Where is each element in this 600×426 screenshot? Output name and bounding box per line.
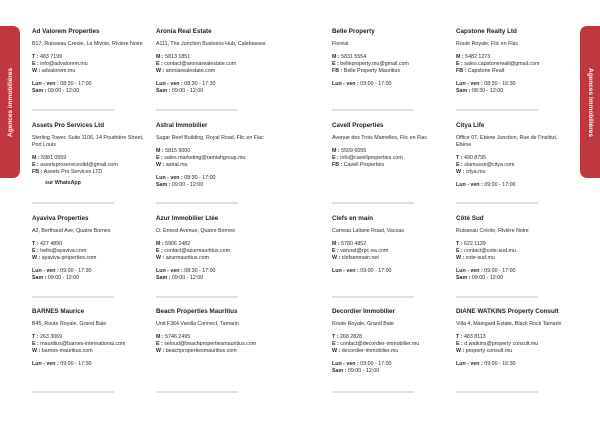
contact-value[interactable]: 5981 0559 bbox=[41, 155, 67, 162]
contact-label: E bbox=[332, 341, 336, 348]
contact-label: M bbox=[332, 54, 337, 61]
agency-name: Aronia Real Estate bbox=[156, 28, 212, 35]
agency-name: Ad Valorem Properties bbox=[32, 28, 100, 35]
hours-value: 09:00 - 17:00 bbox=[484, 181, 516, 188]
card-divider bbox=[456, 202, 538, 204]
contact-label: W bbox=[32, 255, 37, 262]
contact-value[interactable]: belleproperty.mu@gmail.com bbox=[340, 61, 409, 68]
card-divider bbox=[156, 202, 238, 204]
contact-label: T bbox=[32, 241, 36, 248]
contact-value[interactable]: 268 2828 bbox=[339, 334, 363, 341]
contact-label: FB bbox=[332, 68, 340, 75]
contact-line: M : 5815 9000 bbox=[156, 148, 191, 155]
opening-hours: Lun - ven : 09:00 - 16:30 bbox=[456, 361, 516, 368]
contact-value[interactable]: 5482 1273 bbox=[465, 54, 491, 61]
contact-line: W : clefsenmain.net bbox=[332, 255, 379, 262]
contact-label: FB bbox=[332, 162, 340, 169]
contact-value[interactable]: mauritius@barnes-international.com bbox=[40, 341, 126, 348]
hours-value: 09:00 - 12:00 bbox=[47, 87, 80, 94]
card-divider bbox=[456, 296, 538, 298]
card-divider bbox=[32, 391, 114, 393]
agency-card bbox=[156, 28, 268, 95]
contact-line: E : seloud@beachpropertiesmauritius.com bbox=[156, 341, 257, 348]
contact-label: E bbox=[156, 341, 160, 348]
contact-line: E : sales.marketing@ramiahgroup.mu bbox=[156, 155, 246, 162]
contact-value[interactable]: Capstone Realt bbox=[467, 68, 505, 75]
contact-line: W : advalorem.mu bbox=[32, 68, 76, 75]
contact-label: W bbox=[32, 68, 37, 75]
card-divider bbox=[456, 109, 538, 111]
contact-label: W bbox=[156, 68, 161, 75]
contact-value[interactable]: contact@aroniarealestate.com bbox=[164, 61, 237, 68]
contact-value[interactable]: 5815 9000 bbox=[165, 148, 191, 155]
contact-line: FB : Cavell Properties bbox=[332, 162, 385, 169]
card-divider bbox=[32, 109, 114, 111]
side-tab-left bbox=[0, 26, 20, 178]
contact-label: E bbox=[332, 248, 336, 255]
opening-hours: Sam : 09:00 - 12:00 bbox=[32, 274, 80, 281]
hours-label: Sam bbox=[332, 367, 344, 374]
contact-value[interactable]: d.watkins@property consult.mu bbox=[464, 341, 539, 348]
contact-label: W bbox=[156, 162, 161, 169]
contact-line: M : 5509 6055 bbox=[332, 148, 367, 155]
opening-hours: Lun - ven : 09:00 - 17:30 bbox=[32, 268, 92, 275]
hours-label: Sam bbox=[156, 274, 168, 281]
contact-value[interactable]: slamusse@citya.com bbox=[464, 162, 515, 169]
hours-label: Sam bbox=[156, 87, 168, 94]
contact-value[interactable]: cote-sud.mu bbox=[465, 255, 495, 262]
agency-name: Azur Immobilier Ltée bbox=[156, 215, 219, 222]
agency-card bbox=[456, 122, 568, 189]
agency-card bbox=[32, 308, 144, 368]
contact-label: E bbox=[456, 341, 460, 348]
contact-label: T bbox=[456, 155, 460, 162]
contact-label: E bbox=[156, 155, 160, 162]
contact-line: W : azurmauritius.com bbox=[156, 255, 209, 262]
hours-value: 09:00 - 12:00 bbox=[171, 181, 204, 188]
side-tab-right bbox=[580, 26, 600, 178]
contact-label: E bbox=[32, 61, 36, 68]
contact-line: T : 622 1139 bbox=[456, 241, 486, 248]
contact-line: FB : Capstone Realt bbox=[456, 68, 505, 75]
agency-name: Belle Property bbox=[332, 28, 375, 35]
hours-label: Lun - ven bbox=[456, 81, 480, 88]
contact-label: T bbox=[456, 334, 460, 341]
agency-card bbox=[456, 215, 568, 282]
hours-value: 09:00 - 12:00 bbox=[171, 274, 204, 281]
contact-line: E : info@advalorem.mu bbox=[32, 61, 88, 68]
contact-label: W bbox=[156, 348, 161, 355]
contact-value[interactable]: 263 3069 bbox=[39, 334, 63, 341]
contact-label: FB bbox=[456, 68, 464, 75]
contact-line: E : contact@decordier-immobilier.mu bbox=[332, 341, 420, 348]
contact-value[interactable]: sales.marketing@ramiahgroup.mu bbox=[164, 155, 246, 162]
contact-value[interactable]: Belle Property Mauritius bbox=[343, 68, 401, 75]
contact-label: E bbox=[32, 162, 36, 169]
hours-label: Sam bbox=[156, 181, 168, 188]
contact-label: W bbox=[456, 255, 461, 262]
contact-value[interactable]: barnes-mauritius.com bbox=[41, 348, 93, 355]
agency-name: BARNES Maurice bbox=[32, 308, 85, 315]
contact-line: FB : Belle Property Mauritius bbox=[332, 68, 401, 75]
contact-line: E : belleproperty.mu@gmail.com bbox=[332, 61, 409, 68]
contact-line: M : 5746 2495 bbox=[156, 334, 191, 341]
contact-value[interactable]: seloud@beachpropertiesmauritius.com bbox=[164, 341, 257, 348]
agency-card bbox=[156, 308, 268, 355]
opening-hours: Lun - ven : 08:30 - 17:00 bbox=[156, 175, 216, 182]
contact-value[interactable]: 5780 4852 bbox=[341, 241, 367, 248]
hours-label: Lun - ven bbox=[32, 268, 56, 275]
agency-name: Clefs en main bbox=[332, 215, 373, 222]
contact-label: W bbox=[456, 169, 461, 176]
hours-value: 09:00 - 12:00 bbox=[471, 274, 504, 281]
contact-line: E : varund@rpc-ea.com bbox=[332, 248, 389, 255]
contact-value[interactable]: 5813 1851 bbox=[165, 54, 191, 61]
contact-line: M : 5813 1851 bbox=[156, 54, 191, 61]
agency-address: Carreau Laliane Road, Vacoas bbox=[332, 228, 405, 235]
hours-label: Sam bbox=[32, 87, 44, 94]
contact-line: M : 5831 5554 bbox=[332, 54, 367, 61]
contact-label: E bbox=[32, 341, 36, 348]
contact-line: E : contact@cote-sud.mu bbox=[456, 248, 516, 255]
agency-address: Sterling Tower, Suite 1106, 14 Poudrière Street, Port Louis bbox=[32, 135, 144, 149]
contact-label: E bbox=[32, 248, 36, 255]
contact-label: T bbox=[32, 334, 36, 341]
agency-address: Unit F364 Vanilla Connect, Tamarin bbox=[156, 321, 239, 328]
agency-name: Côté Sud bbox=[456, 215, 484, 222]
opening-hours: Lun - ven : 09:00 - 17:00 bbox=[456, 181, 516, 188]
contact-line: M : 5906 2482 bbox=[156, 241, 191, 248]
contact-line: W : astral.mu bbox=[156, 162, 188, 169]
contact-value[interactable]: advalorem.mu bbox=[41, 68, 76, 75]
contact-value[interactable]: beachpropertiesmauritius.com bbox=[165, 348, 237, 355]
contact-line: E : mauritius@barnes-international.com bbox=[32, 341, 126, 348]
hours-value: 08:30 - 12:00 bbox=[471, 87, 504, 94]
whatsapp-note: sur WhatsApp bbox=[45, 179, 81, 186]
hours-value: 09:00 - 17:00 bbox=[360, 81, 392, 88]
contact-value[interactable]: sales.capstonerealt@gmail.com bbox=[464, 61, 540, 68]
agency-address: Route Royale, Flic en Flac bbox=[456, 41, 519, 48]
contact-label: T bbox=[32, 54, 36, 61]
contact-value[interactable]: contact@azurmauritius.com bbox=[164, 248, 230, 255]
contact-line: FB : Assets Pro Services LTD bbox=[32, 169, 103, 176]
contact-label: M bbox=[332, 148, 337, 155]
opening-hours: Lun - ven : 08:30 - 17:00 bbox=[32, 81, 92, 88]
contact-label: W bbox=[156, 255, 161, 262]
hours-value: 08:30 - 17:00 bbox=[184, 175, 216, 182]
contact-label: M bbox=[156, 334, 161, 341]
agency-name: Assets Pro Services Ltd bbox=[32, 122, 105, 129]
agency-name: Decordier Immobilier bbox=[332, 308, 395, 315]
contact-line: M : 5981 0559 bbox=[32, 155, 67, 162]
contact-line: E : assetsproservicesltd@gmail.com bbox=[32, 162, 118, 169]
agency-card bbox=[32, 122, 144, 187]
contact-label: E bbox=[332, 61, 336, 68]
hours-value: 08:30 - 17:00 bbox=[184, 268, 216, 275]
contact-value[interactable]: 5746 2495 bbox=[165, 334, 191, 341]
contact-value[interactable]: varund@rpc-ea.com bbox=[340, 248, 389, 255]
contact-line: T : 263 3069 bbox=[32, 334, 63, 341]
hours-value: 09:00 - 12:00 bbox=[347, 367, 380, 374]
opening-hours: Lun - ven : 08:30 - 16:30 bbox=[456, 81, 516, 88]
opening-hours: Lun - ven : 09:00 - 17:00 bbox=[332, 81, 392, 88]
agency-address: O. Ernest Avenue, Quatre Bornes bbox=[156, 228, 235, 235]
agency-address: Office 07, Ebène Junction, Rue de l'Institut, Ebène bbox=[456, 135, 558, 149]
contact-value[interactable]: 490 8795 bbox=[463, 155, 487, 162]
agency-address: A111, The Junction Business Hub, Calebasses bbox=[156, 41, 266, 48]
opening-hours: Lun - ven : 09:00 - 17:00 bbox=[456, 268, 516, 275]
agency-address: Sugar Reef Building, Royal Road, Flic en Flac bbox=[156, 135, 264, 142]
contact-label: T bbox=[456, 241, 460, 248]
contact-line: E : contact@azurmauritius.com bbox=[156, 248, 230, 255]
contact-line: W : barnes-mauritius.com bbox=[32, 348, 93, 355]
contact-value[interactable]: Cavell Properties bbox=[343, 162, 385, 169]
hours-value: 09:00 - 12:00 bbox=[171, 87, 204, 94]
card-divider bbox=[332, 391, 414, 393]
hours-value: 08:30 - 17:00 bbox=[60, 81, 92, 88]
card-divider bbox=[32, 296, 114, 298]
hours-label: Lun - ven bbox=[156, 81, 180, 88]
contact-value[interactable]: citya.mu bbox=[465, 169, 486, 176]
hours-label: Sam bbox=[456, 87, 468, 94]
agency-address: Floréal bbox=[332, 41, 349, 48]
contact-label: M bbox=[156, 54, 161, 61]
agency-card bbox=[456, 28, 568, 95]
contact-line: W : aroniarealestate.com bbox=[156, 68, 216, 75]
opening-hours: Sam : 09:00 - 12:00 bbox=[156, 181, 204, 188]
contact-line: T : 483 8113 bbox=[456, 334, 486, 341]
agency-card bbox=[156, 215, 268, 282]
contact-line: W : citya.mu bbox=[456, 169, 486, 176]
contact-label: W bbox=[332, 255, 337, 262]
agency-name: Beach Properties Mauritius bbox=[156, 308, 238, 315]
contact-line: E : info@cavellproperties.com bbox=[332, 155, 403, 162]
contact-value[interactable]: 5509 6055 bbox=[341, 148, 367, 155]
agency-card bbox=[332, 215, 444, 275]
contact-value[interactable]: 5906 2482 bbox=[165, 241, 191, 248]
opening-hours: Lun - ven : 09:00 - 17:30 bbox=[32, 361, 92, 368]
opening-hours: Sam : 09:00 - 12:00 bbox=[32, 87, 80, 94]
hours-value: 09:00 - 12:00 bbox=[47, 274, 80, 281]
side-tab-left-label: Agences immobilières bbox=[6, 67, 14, 137]
agency-card bbox=[156, 122, 268, 189]
hours-label: Lun - ven bbox=[32, 81, 56, 88]
contact-label: W bbox=[456, 348, 461, 355]
opening-hours: Lun - ven : 08:30 - 17:30 bbox=[156, 81, 216, 88]
opening-hours: Sam : 09:00 - 12:00 bbox=[332, 367, 380, 374]
contact-label: E bbox=[456, 162, 460, 169]
hours-value: 08:30 - 17:30 bbox=[184, 81, 216, 88]
contact-value[interactable]: property consult.mu bbox=[465, 348, 513, 355]
contact-value[interactable]: 427 4890 bbox=[39, 241, 63, 248]
agency-card bbox=[456, 308, 568, 368]
hours-value: 09:00 - 17:00 bbox=[360, 361, 392, 368]
opening-hours: Lun - ven : 09:00 - 17:00 bbox=[332, 361, 392, 368]
contact-label: E bbox=[156, 248, 160, 255]
contact-line: W : beachpropertiesmauritius.com bbox=[156, 348, 237, 355]
opening-hours: Sam : 09:00 - 12:00 bbox=[156, 87, 204, 94]
hours-label: Lun - ven bbox=[332, 361, 356, 368]
contact-line: T : 268 2828 bbox=[332, 334, 363, 341]
contact-value[interactable]: 622 1139 bbox=[463, 241, 486, 248]
contact-label: FB bbox=[32, 169, 40, 176]
agency-address: Route Royale, Grand Baie bbox=[332, 321, 394, 328]
hours-value: 09:00 - 17:30 bbox=[60, 268, 92, 275]
contact-label: E bbox=[156, 61, 160, 68]
hours-value: 09:00 - 17:00 bbox=[484, 268, 516, 275]
hours-label: Lun - ven bbox=[332, 81, 356, 88]
hours-label: Lun - ven bbox=[32, 361, 56, 368]
hours-value: 09:00 - 17:30 bbox=[60, 361, 92, 368]
contact-line: M : 5780 4852 bbox=[332, 241, 367, 248]
contact-line: W : property consult.mu bbox=[456, 348, 513, 355]
contact-label: E bbox=[456, 248, 460, 255]
opening-hours: Sam : 09:00 - 12:00 bbox=[156, 274, 204, 281]
contact-value[interactable]: info@advalorem.mu bbox=[40, 61, 88, 68]
contact-label: W bbox=[32, 348, 37, 355]
opening-hours: Lun - ven : 08:30 - 17:00 bbox=[156, 268, 216, 275]
contact-label: M bbox=[156, 148, 161, 155]
contact-value[interactable]: decordier-immobilier.mu bbox=[341, 348, 399, 355]
contact-line: W : decordier-immobilier.mu bbox=[332, 348, 399, 355]
contact-line: E : sales.capstonerealt@gmail.com bbox=[456, 61, 540, 68]
agency-name: DIANE WATKINS Property Consult bbox=[456, 308, 559, 315]
agency-address: Ruisseau Créole, Rivière Noire bbox=[456, 228, 529, 235]
agency-name: Citya Life bbox=[456, 122, 485, 129]
card-divider bbox=[32, 202, 114, 204]
agency-address: Avenue des Trois Mamelles, Flic en Flac bbox=[332, 135, 427, 142]
contact-value[interactable]: Assets Pro Services LTD bbox=[43, 169, 103, 176]
contact-value[interactable]: aroniarealestate.com bbox=[165, 68, 216, 75]
hours-label: Sam bbox=[32, 274, 44, 281]
agency-card bbox=[32, 215, 144, 282]
card-divider bbox=[156, 391, 238, 393]
agency-card bbox=[332, 28, 444, 88]
agency-name: Capstone Realty Ltd bbox=[456, 28, 517, 35]
hours-label: Lun - ven bbox=[456, 361, 480, 368]
hours-label: Lun - ven bbox=[456, 181, 480, 188]
agency-address: B17, Ruisseau Creole, La Mivoie, Rivière Noire bbox=[32, 41, 143, 48]
contact-label: M bbox=[156, 241, 161, 248]
contact-value[interactable]: 483 7199 bbox=[39, 54, 63, 61]
agency-address: B45, Route Royale, Grand Baie bbox=[32, 321, 107, 328]
hours-value: 09:00 - 16:30 bbox=[484, 361, 516, 368]
contact-line: E : hello@ayaviva.com bbox=[32, 248, 87, 255]
contact-value[interactable]: azurmauritius.com bbox=[165, 255, 209, 262]
card-divider bbox=[332, 296, 414, 298]
contact-value[interactable]: astral.mu bbox=[165, 162, 188, 169]
contact-line: W : cote-sud.mu bbox=[456, 255, 495, 262]
agency-name: Ayaviva Properties bbox=[32, 215, 89, 222]
hours-value: 08:30 - 16:30 bbox=[484, 81, 516, 88]
hours-label: Lun - ven bbox=[156, 175, 180, 182]
contact-value[interactable]: assetsproservicesltd@gmail.com bbox=[40, 162, 118, 169]
side-tab-right-label: Agences immobilières bbox=[586, 67, 594, 137]
contact-label: M bbox=[332, 241, 337, 248]
agency-card bbox=[332, 308, 444, 375]
hours-label: Lun - ven bbox=[456, 268, 480, 275]
card-divider bbox=[332, 109, 414, 111]
hours-value: 09:00 - 17:00 bbox=[360, 268, 392, 275]
card-divider bbox=[156, 296, 238, 298]
opening-hours: Lun - ven : 09:00 - 17:00 bbox=[332, 268, 392, 275]
agency-card bbox=[32, 28, 144, 95]
contact-value[interactable]: hello@ayaviva.com bbox=[40, 248, 87, 255]
contact-line: E : contact@aroniarealestate.com bbox=[156, 61, 237, 68]
contact-line: E : slamusse@citya.com bbox=[456, 162, 515, 169]
contact-line: T : 490 8795 bbox=[456, 155, 487, 162]
contact-line: E : d.watkins@property consult.mu bbox=[456, 341, 539, 348]
opening-hours: Sam : 08:30 - 12:00 bbox=[456, 87, 504, 94]
contact-value[interactable]: clefsenmain.net bbox=[341, 255, 379, 262]
contact-line: M : 5482 1273 bbox=[456, 54, 491, 61]
contact-line: W : ayaviva-properties.com bbox=[32, 255, 97, 262]
contact-label: M bbox=[32, 155, 37, 162]
opening-hours: Sam : 09:00 - 12:00 bbox=[456, 274, 504, 281]
contact-value[interactable]: 5831 5554 bbox=[341, 54, 367, 61]
card-divider bbox=[332, 202, 414, 204]
agency-card bbox=[332, 122, 444, 169]
contact-value[interactable]: info@cavellproperties.com bbox=[340, 155, 403, 162]
contact-value[interactable]: contact@decordier-immobilier.mu bbox=[340, 341, 420, 348]
agency-name: Cavell Properties bbox=[332, 122, 384, 129]
contact-line: T : 483 7199 bbox=[32, 54, 63, 61]
hours-label: Lun - ven bbox=[156, 268, 180, 275]
agency-name: Astral Immobilier bbox=[156, 122, 208, 129]
contact-label: E bbox=[332, 155, 336, 162]
card-divider bbox=[156, 109, 238, 111]
contact-line: T : 427 4890 bbox=[32, 241, 63, 248]
contact-value[interactable]: ayaviva-properties.com bbox=[41, 255, 97, 262]
card-divider bbox=[456, 391, 538, 393]
hours-label: Sam bbox=[456, 274, 468, 281]
contact-label: W bbox=[332, 348, 337, 355]
hours-label: Lun - ven bbox=[332, 268, 356, 275]
contact-value[interactable]: 483 8113 bbox=[463, 334, 486, 341]
contact-label: E bbox=[456, 61, 460, 68]
contact-label: M bbox=[456, 54, 461, 61]
agency-address: A2, Berthaud Ave, Quatre Bornes bbox=[32, 228, 111, 235]
contact-label: T bbox=[332, 334, 336, 341]
agency-address: Villa 4, Maingard Estate, Black Rock Tamarin bbox=[456, 321, 562, 328]
contact-value[interactable]: contact@cote-sud.mu bbox=[464, 248, 516, 255]
